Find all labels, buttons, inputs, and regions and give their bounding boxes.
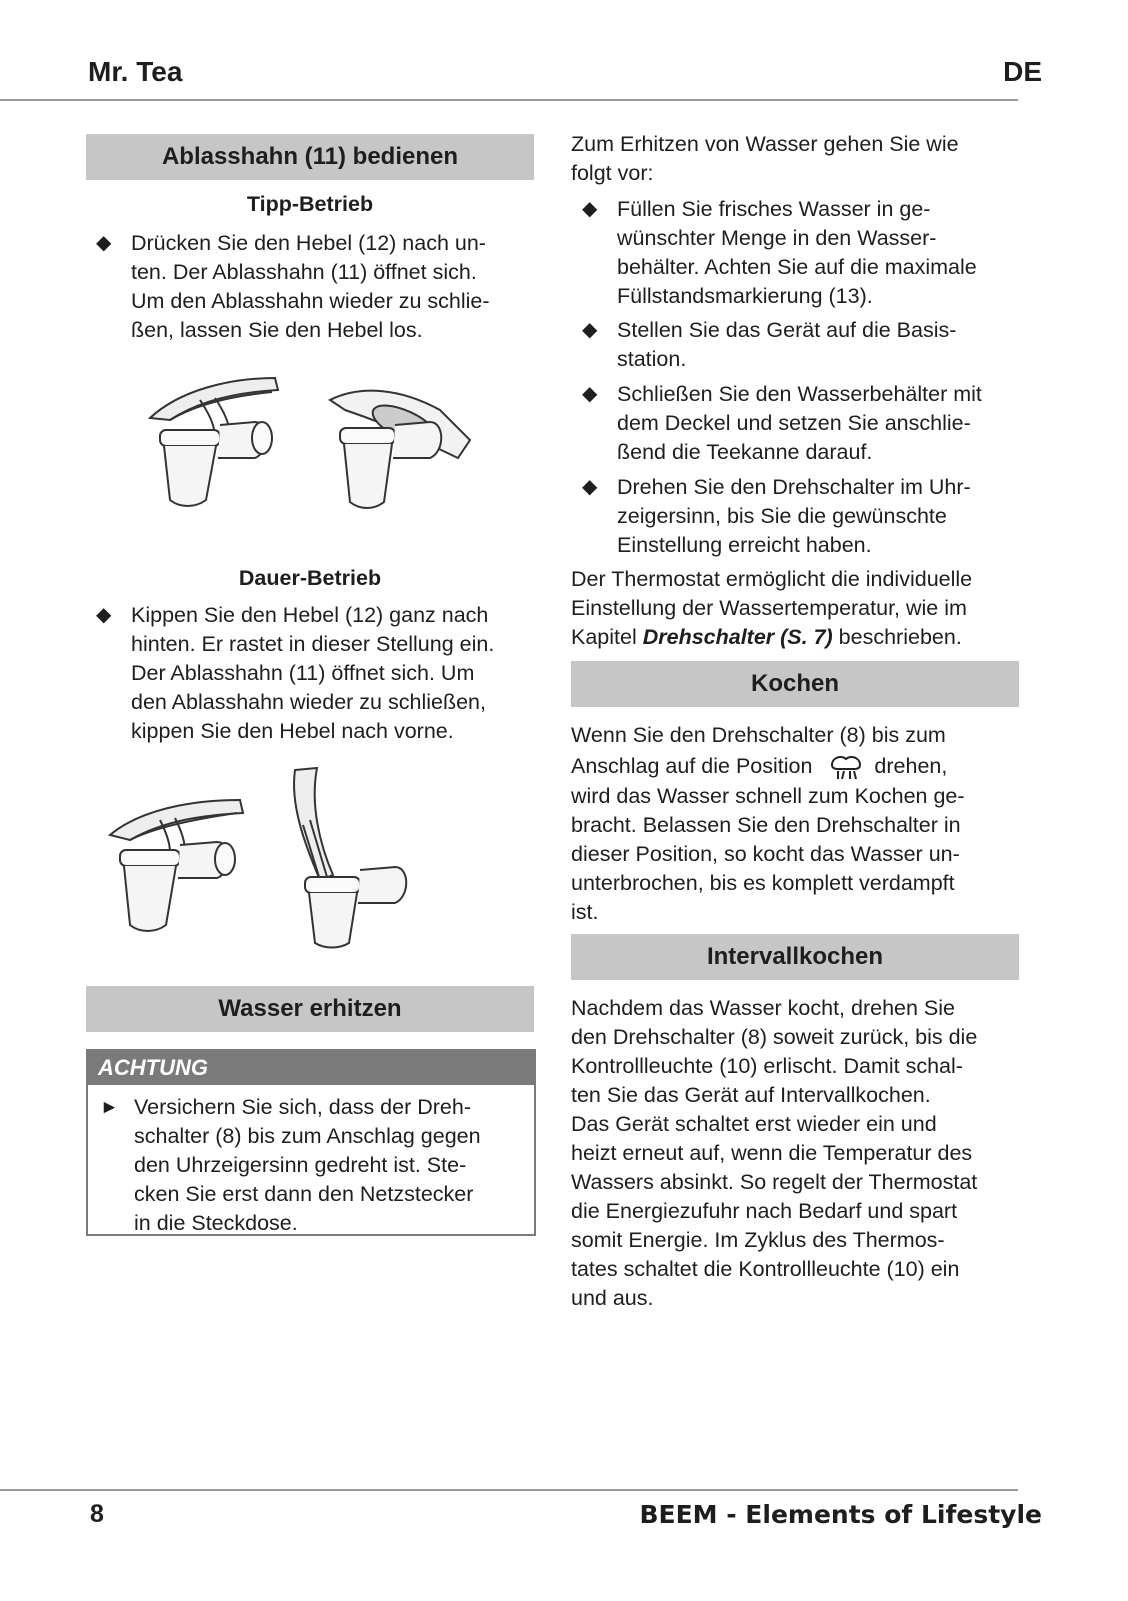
dauer-betrieb-heading: Dauer-Betrieb [238, 566, 382, 590]
text-line: unterbrochen, bis es komplett verdampft [571, 871, 955, 895]
section-wasser-erhitzen-heading: Wasser erhitzen [86, 986, 534, 1032]
triangle-right-icon: ► [100, 1097, 119, 1118]
text-line: cken Sie erst dann den Netzstecker [134, 1182, 474, 1206]
page-number: 8 [90, 1500, 104, 1528]
tap-illustration-press [140, 370, 490, 520]
text-line: ßend die Teekanne darauf. [617, 440, 873, 464]
text-line: Zum Erhitzen von Wasser gehen Sie wie [571, 132, 959, 156]
text-line: in die Steckdose. [134, 1211, 298, 1235]
diamond-bullet-icon: ◆ [582, 383, 598, 405]
text-line: und aus. [571, 1286, 654, 1310]
diamond-bullet-icon: ◆ [582, 319, 598, 341]
text-line: kippen Sie den Hebel nach vorne. [131, 719, 454, 743]
text-line: somit Energie. Im Zyklus des Thermos- [571, 1228, 945, 1252]
text-line: heizt erneut auf, wenn die Temperatur des [571, 1141, 973, 1165]
section-kochen-heading: Kochen [571, 661, 1019, 707]
text-line: den Drehschalter (8) soweit zurück, bis die [571, 1025, 978, 1049]
text-line: bracht. Belassen Sie den Drehschalter in [571, 813, 961, 837]
diamond-bullet-icon: ◆ [582, 476, 598, 498]
text-line: die Energiezufuhr nach Bedarf und spart [571, 1199, 958, 1223]
text-line: Nachdem das Wasser kocht, drehen Sie [571, 996, 955, 1020]
diamond-bullet-icon: ◆ [582, 198, 598, 220]
chapter-reference: Drehschalter (S. 7) [642, 625, 833, 649]
language-code: DE [1003, 56, 1042, 87]
text-line: Stellen Sie das Gerät auf die Basis- [617, 318, 957, 342]
text-line: Das Gerät schaltet erst wieder ein und [571, 1112, 937, 1136]
text-line: Der Ablasshahn (11) öffnet sich. Um [131, 661, 475, 685]
text-span: drehen, [874, 754, 948, 778]
text-line: station. [617, 347, 687, 371]
text-span: Kapitel [571, 625, 643, 649]
text-line: dieser Position, so kocht das Wasser un- [571, 842, 960, 866]
warning-box [86, 1049, 536, 1236]
text-line: Füllstandsmarkierung (13). [617, 284, 873, 308]
text-line: wird das Wasser schnell zum Kochen ge- [571, 784, 965, 808]
text-line: Einstellung der Wassertemperatur, wie im [571, 596, 967, 620]
text-line: Wassers absinkt. So regelt der Thermostat [571, 1170, 978, 1194]
text-line: Kontrollleuchte (10) erlischt. Damit schal- [571, 1054, 963, 1078]
text-line: tates schaltet die Kontrollleuchte (10) ein [571, 1257, 960, 1281]
intervall-paragraph [571, 994, 1026, 1313]
text-line: dem Deckel und setzen Sie anschlie- [617, 411, 971, 435]
text-line: ist. [571, 900, 599, 924]
text-line: Wenn Sie den Drehschalter (8) bis zum [571, 723, 946, 747]
diamond-bullet-icon: ◆ [96, 604, 112, 626]
document-title: Mr. Tea [88, 56, 183, 87]
header-rule [0, 99, 1018, 101]
footer-rule [0, 1489, 1018, 1491]
tipp-betrieb-heading: Tipp-Betrieb [246, 192, 374, 216]
text-line: behälter. Achten Sie auf die maximale [617, 255, 977, 279]
text-line [571, 750, 1026, 782]
text-line: Kippen Sie den Hebel (12) ganz nach [131, 603, 489, 627]
text-line [571, 623, 1026, 652]
text-line: den Ablasshahn wieder zu schließen, [131, 690, 486, 714]
text-line: ßen, lassen Sie den Hebel los. [131, 318, 423, 342]
text-line: schalter (8) bis zum Anschlag gegen [134, 1124, 481, 1148]
diamond-bullet-icon: ◆ [96, 232, 112, 254]
text-line: Der Thermostat ermöglicht die individuelle [571, 567, 973, 591]
text-span: Anschlag auf die Position [571, 754, 813, 778]
text-line: Drücken Sie den Hebel (12) nach un- [131, 231, 486, 255]
text-line: den Uhrzeigersinn gedreht ist. Ste- [134, 1153, 467, 1177]
text-line: Füllen Sie frisches Wasser in ge- [617, 197, 931, 221]
text-line: Um den Ablasshahn wieder zu schlie- [131, 289, 490, 313]
text-line: Versichern Sie sich, dass der Dreh- [134, 1095, 471, 1119]
section-intervallkochen-heading: Intervallkochen [571, 934, 1019, 980]
text-line: Drehen Sie den Drehschalter im Uhr- [617, 475, 971, 499]
text-line: folgt vor: [571, 161, 654, 185]
section-ablasshahn-heading: Ablasshahn (11) bedienen [86, 134, 534, 180]
boil-steam-icon [828, 753, 864, 781]
tap-illustration-lock [105, 765, 415, 950]
text-span: beschrieben. [832, 625, 962, 649]
text-line: wünschter Menge in den Wasser- [617, 226, 937, 250]
text-line: zeigersinn, bis Sie die gewünschte [617, 504, 947, 528]
thermostat-paragraph [571, 565, 1026, 652]
brand-footer: BEEM - Elements of Lifestyle [639, 1500, 1042, 1529]
warning-heading: ACHTUNG [88, 1051, 534, 1085]
text-line: Einstellung erreicht haben. [617, 533, 872, 557]
text-line: ten Sie das Gerät auf Intervallkochen. [571, 1083, 931, 1107]
text-line: hinten. Er rastet in dieser Stellung ein. [131, 632, 495, 656]
intro-paragraph [571, 130, 1021, 188]
text-line: Schließen Sie den Wasserbehälter mit [617, 382, 982, 406]
text-line: ten. Der Ablasshahn (11) öffnet sich. [131, 260, 477, 284]
kochen-paragraph [571, 721, 1026, 927]
